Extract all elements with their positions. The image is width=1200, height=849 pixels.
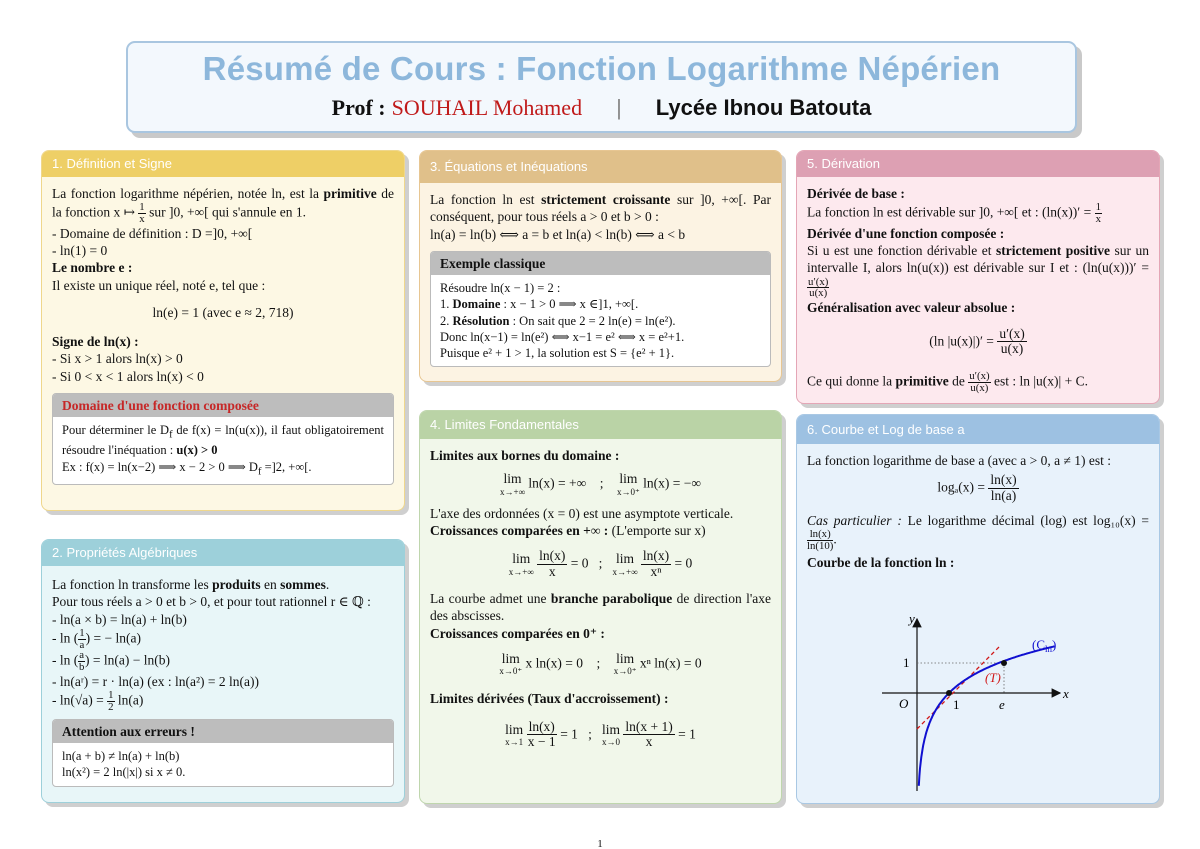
fraction [527,720,557,751]
subbox-text [62,422,384,458]
text: Si u est une fonction dérivable et [807,243,997,259]
properties-text: Pour tous réels a > 0 et b > 0, et pour tout rationnel r ∈ ℚ : [52,594,371,610]
rule-line [52,690,394,713]
tangent-label: (T) [985,670,1001,685]
text: La fonction ln est dérivable sur ]0, +∞[ et : (ln(x))′ = [807,204,1095,220]
text: ) = − ln(a) [85,630,141,646]
text: (L'emporte sur x) [608,523,706,539]
denominator: 2 [108,701,114,714]
fraction [988,473,1018,504]
lim-operator [509,552,534,577]
lim-sub: x→+∞ [508,566,534,577]
signe-title: Signe de ln(x) : [52,334,139,350]
composite-domain-box [52,393,394,485]
definition-text [52,185,394,225]
subbox-example [62,459,384,479]
text: Ex : f(x) = ln(x−2) ⟹ x − 2 > 0 ⟹ D [62,459,258,474]
section-equations [419,150,782,382]
lim-operator [613,552,638,577]
text-bold: primitive [895,373,949,389]
lim-text: lim [512,551,531,567]
text: ; [598,555,603,571]
section-limits [419,410,782,804]
denominator: u(x) [1000,341,1024,357]
limits-equation [430,652,771,677]
text: Courbe de la fonction [807,554,936,570]
section-title: 2. Propriétés Algébriques [42,540,404,566]
text: ; [596,655,601,671]
limits-heading: Croissances comparées en 0⁺ : [430,625,605,641]
errors-box [52,719,394,787]
text: =]2, +∞[. [261,459,312,474]
lim-operator [617,472,640,497]
text: ln(a) [114,692,144,708]
text: xⁿ ln(x) = 0 [639,655,702,671]
text: La fonction ln transforme les [52,577,213,592]
text: ) [1052,637,1057,652]
properties-intro [52,576,394,593]
text: = 1 [678,725,696,741]
y-label: y [909,611,915,626]
limits-heading [430,522,771,539]
text: de [948,373,969,389]
text: (C [1032,637,1045,652]
prof-name: SOUHAIL Mohamed [391,95,583,120]
denominator: xⁿ [650,564,662,580]
section-title: 1. Définition et Signe [42,151,404,177]
section-definition [41,150,405,511]
section-curve [796,414,1160,804]
text: Le logarithme décimal (log) est log₁₀(x) = [901,512,1149,528]
fraction [623,720,674,751]
lim-sub: x→0⁺ [499,666,523,677]
lim-text: lim [619,471,638,487]
lim-text: lim [505,721,524,737]
derivation-heading: Généralisation avec valeur absolue : [807,300,1016,316]
origin-label: O [899,696,909,711]
fraction [997,327,1026,358]
numerator: 1 [108,689,114,702]
text: = 0 [570,555,589,571]
lim-sub: x→+∞ [612,566,638,577]
lim-operator [500,472,525,497]
subbox-title: Domaine d'une fonction composée [53,394,393,417]
example-line: Donc ln(x−1) = ln(e²) ⟺ x−1 = e² ⟺ x = e²+1. [440,329,685,344]
text-bold: primitive [323,186,377,201]
subbox-title: Exemple classique [431,252,770,275]
denominator: a [79,638,85,651]
ne-title: Le nombre e : [52,260,133,276]
derivation-text [807,242,1149,299]
fraction [807,277,829,300]
page-title: Résumé de Cours : Fonction Logarithme Népérien [202,50,1001,87]
text-bold: Domaine [452,297,501,312]
text: de la fonction x ↦ [52,186,395,220]
limits-equation [430,720,771,751]
limits-equation [430,472,771,497]
school-name: Lycée Ibnou Batouta [655,95,872,120]
prof-label: Prof : [331,95,386,120]
text: 1. [440,297,453,312]
tick-label-y1: 1 [903,655,910,670]
signe-line: - Si x > 1 alors ln(x) > 0 [52,351,183,367]
equations-text [430,191,771,226]
text: ; [599,475,604,491]
text: ln(x) = −∞ [643,475,701,491]
denominator: b [78,661,85,674]
text: Pour déterminer le D [62,423,170,438]
text: f [169,429,173,441]
example-box [430,251,771,368]
text: . [833,531,837,547]
denominator: u(x) [809,287,828,300]
tick-label-x1: 1 [953,697,960,712]
text-bold: branche parabolique [550,590,673,606]
text-bold: sommes [280,577,326,592]
ln-curve [919,646,1055,785]
fraction [537,549,567,580]
denominator: x − 1 [527,734,556,750]
text: ) = ln(a) − ln(b) [85,652,170,668]
example-line: Puisque e² + 1 > 1, la solution est S = {e² + 1}. [440,346,675,361]
lim-text: lim [601,721,620,737]
denominator: ln(10) [807,540,834,553]
derivation-heading: Dérivée de base : [807,186,905,201]
numerator: ln(x + 1) [625,718,673,734]
asymptote-text: L'axe des ordonnées (x = 0) est une asymptote verticale. [430,505,734,521]
text: La fonction logarithme népérien, notée ln, est la [52,186,324,201]
decimal-log-text [807,512,1149,552]
subbox-title: Attention aux erreurs ! [53,720,393,743]
text: de f(x) = ln(u(x)), il faut obligatoirement résoudre l'inéquation : [62,423,384,458]
limits-equation [430,549,771,580]
rule-line: - ln(a × b) = ln(a) + ln(b) [52,611,187,627]
text: : x − 1 > 0 ⟹ x ∈]1, +∞[. [500,297,639,312]
error-line: ln(x²) = 2 ln(|x|) si x ≠ 0. [62,765,186,780]
header-separator: | [616,95,622,120]
derivation-heading: Dérivée d'une fonction composée : [807,225,1005,241]
tick-label-e: e [999,697,1005,712]
numerator: ln(x) [642,548,670,564]
lim-sub: x→1 [505,737,524,748]
section-title: 3. Équations et Inéquations [420,151,781,183]
numerator: ln(x) [807,529,833,541]
domain-line: - Domaine de définition : D =]0, +∞[ [52,225,253,241]
section-properties [41,539,405,803]
rule-line [52,650,394,673]
text: - ln(√a) = [52,692,108,708]
text-italic: Cas particulier : [807,512,902,528]
numerator: ln(x) [528,718,555,734]
denominator: x [645,734,653,750]
text-bold: strictement positive [996,243,1110,259]
text: La courbe admet une [430,590,551,606]
curve-label [1032,637,1056,654]
section-title: 5. Dérivation [797,151,1159,177]
text: en [260,577,281,592]
fraction [641,549,671,580]
header [126,41,1077,133]
text: logₐ(x) = [937,479,989,495]
page-number: 1 [597,838,603,849]
fraction [107,690,114,713]
lim-sub: x→0 [601,737,620,748]
text: . [325,577,330,592]
lim-sub: x→+∞ [500,486,526,497]
lim-text: lim [501,650,520,666]
example-line: Résoudre ln(x − 1) = 2 : [440,281,561,296]
lim-sub: x→0⁺ [617,486,640,497]
text: Ce qui donne la [807,373,896,389]
fraction [138,202,145,225]
tangent-line [917,647,999,729]
parabolic-text [430,590,771,625]
primitive-text [807,371,1149,394]
numerator: 1 [79,626,85,639]
numerator: u′(x) [999,325,1025,341]
text: sur ]0, +∞[. Par conséquent, pour tous réels a > 0 et b > 0 : [430,192,771,225]
rule-line: - ln(aʳ) = r · ln(a) (ex : ln(a²) = 2 ln(a)) [52,673,259,689]
text: f [257,466,262,478]
ne-equation: ln(e) = 1 (avec e ≈ 2, 718) [152,304,294,320]
section-title: 6. Courbe et Log de base a [797,415,1159,444]
numerator: ln(x) [539,548,566,564]
point-1-0 [946,690,952,696]
curve-heading [807,554,1149,571]
ne-text: Il existe un unique réel, noté e, tel que : [52,277,266,293]
logbase-equation [807,473,1149,504]
logbase-text: La fonction logarithme de base a (avec a > 0, a ≠ 1) est : [807,453,1112,468]
text-bold: Croissances comparées en +∞ : [430,523,609,539]
numerator: a [79,649,85,662]
example-line [440,296,761,312]
text: sur un intervalle I, alors ln(u(x)) est dérivable sur I et : (ln(u(x)))′ = [807,243,1150,276]
denominator: x [139,213,145,226]
lim-text: lim [616,650,635,666]
ln1-line: - ln(1) = 0 [52,243,108,259]
limits-heading: Limites aux bornes du domaine : [430,448,620,463]
text: est : ln |u(x)| + C. [990,373,1088,389]
text: 2. [440,313,453,328]
text: ln(x) = +∞ [528,475,587,491]
equivalence-line: ln(a) = ln(b) ⟺ a = b et ln(a) < ln(b) ⟺ a < b [430,226,686,242]
text-bold: strictement croissante [541,192,671,207]
fraction [1095,202,1102,225]
denominator: ln(a) [990,488,1017,504]
header-subtitle [128,94,1075,122]
section-title: 4. Limites Fondamentales [420,411,781,439]
abs-equation [807,327,1149,358]
numerator: 1 [139,201,145,214]
numerator: 1 [1095,201,1101,214]
text: = 1 [560,725,578,741]
text-bold: u(x) > 0 [176,443,218,458]
numerator: ln(x) [990,472,1017,488]
ln-graph [877,605,1077,795]
numerator: u′(x) [969,370,990,383]
lim-text: lim [615,551,634,567]
text: La fonction ln est [430,192,542,207]
example-line [440,313,761,329]
text: : On sait que 2 = 2 ln(e) = ln(e²). [509,313,676,328]
text: - ln ( [52,652,79,668]
fraction [968,371,990,394]
signe-line: - Si 0 < x < 1 alors ln(x) < 0 [52,368,204,384]
text: de direction l'axe des abscisses. [430,590,771,624]
section-derivation [796,150,1160,404]
limits-heading: Limites dérivées (Taux d'accroissement) : [430,691,669,707]
fraction [807,529,833,552]
denominator: x [548,564,556,580]
lim-operator [602,723,620,748]
point-e-1 [1001,660,1007,666]
text: ln [1045,644,1053,654]
text: x ln(x) = 0 [525,655,583,671]
denominator: x [1095,213,1101,226]
text-bold: Résolution [452,313,510,328]
lim-operator [505,723,523,748]
text: - ln ( [52,630,79,646]
text: ln : [935,554,955,570]
text: = 0 [674,555,693,571]
fraction [78,628,85,651]
denominator: u(x) [970,382,989,394]
lim-sub: x→0⁺ [613,666,637,677]
error-line: ln(a + b) ≠ ln(a) + ln(b) [62,749,180,764]
text: (ln |u(x)|)′ = [929,332,998,348]
text: sur ]0, +∞[ qui s'annule en 1. [145,204,306,220]
lim-operator [614,652,637,677]
derivation-text [807,202,1149,225]
numerator: u′(x) [808,275,829,288]
lim-operator [499,652,522,677]
text-bold: produits [212,577,261,592]
rule-line [52,628,394,651]
lim-text: lim [503,471,522,487]
x-label: x [1063,686,1069,701]
text: ; [588,725,592,741]
